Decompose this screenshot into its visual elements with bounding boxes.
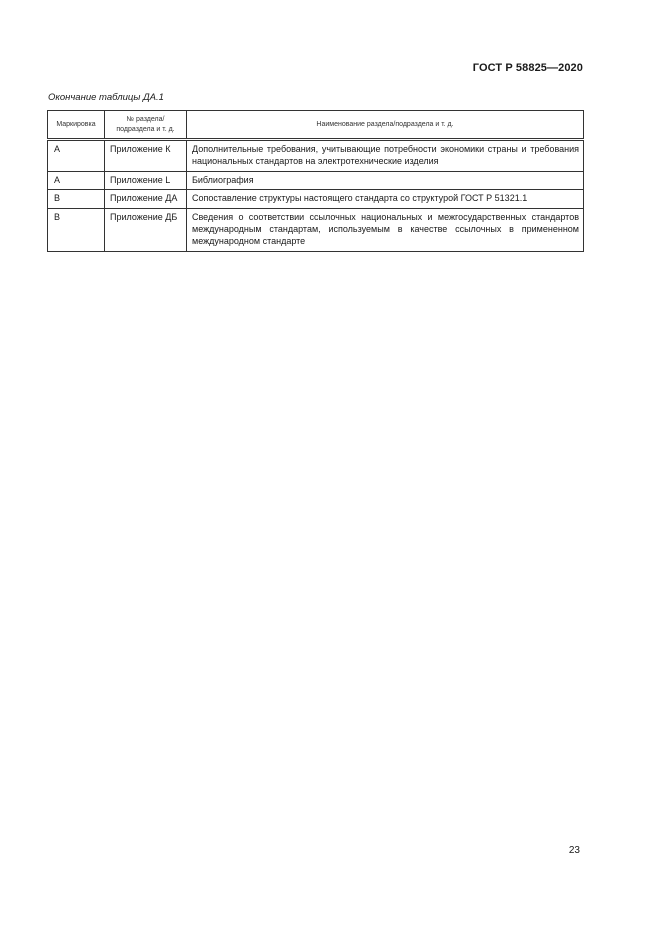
cell-section: Приложение L — [105, 171, 187, 190]
cell-marking: A — [48, 140, 105, 172]
column-header-marking — [48, 111, 105, 140]
cell-name: Сведения о соответствии ссылочных национальных и межгосударственных стандартов международным стандартам, используемым в качестве ссылочных в примененном международном стандарте — [187, 209, 584, 251]
table-row — [48, 190, 584, 209]
table-row — [48, 209, 584, 251]
cell-section: Приложение ДА — [105, 190, 187, 209]
cell-marking: A — [48, 171, 105, 190]
cell-name: Дополнительные требования, учитывающие потребности экономики страны и требования национальных стандартов на электротехнические изделия — [187, 140, 584, 172]
cell-name: Библиография — [187, 171, 584, 190]
cell-marking: B — [48, 190, 105, 209]
table-row — [48, 140, 584, 172]
table-caption: Окончание таблицы ДА.1 — [48, 92, 164, 103]
page-number: 23 — [568, 845, 580, 856]
standard-code-header: ГОСТ Р 58825—2020 — [472, 62, 583, 74]
section-comparison-table — [47, 110, 584, 252]
cell-marking: B — [48, 209, 105, 251]
column-header-section — [105, 111, 187, 140]
column-header-section-line2: подраздела и т. д. — [116, 125, 175, 133]
column-header-name — [187, 111, 584, 140]
table-header-row — [48, 111, 584, 140]
table-row — [48, 171, 584, 190]
cell-name: Сопоставление структуры настоящего стандарта со структурой ГОСТ Р 51321.1 — [187, 190, 584, 209]
cell-section: Приложение К — [105, 140, 187, 172]
cell-section: Приложение ДБ — [105, 209, 187, 251]
column-header-name-label: Наименование раздела/подраздела и т. д. — [316, 120, 454, 128]
column-header-section-line1: № раздела/ — [126, 116, 165, 123]
column-header-marking-label: Маркировка — [56, 120, 96, 128]
